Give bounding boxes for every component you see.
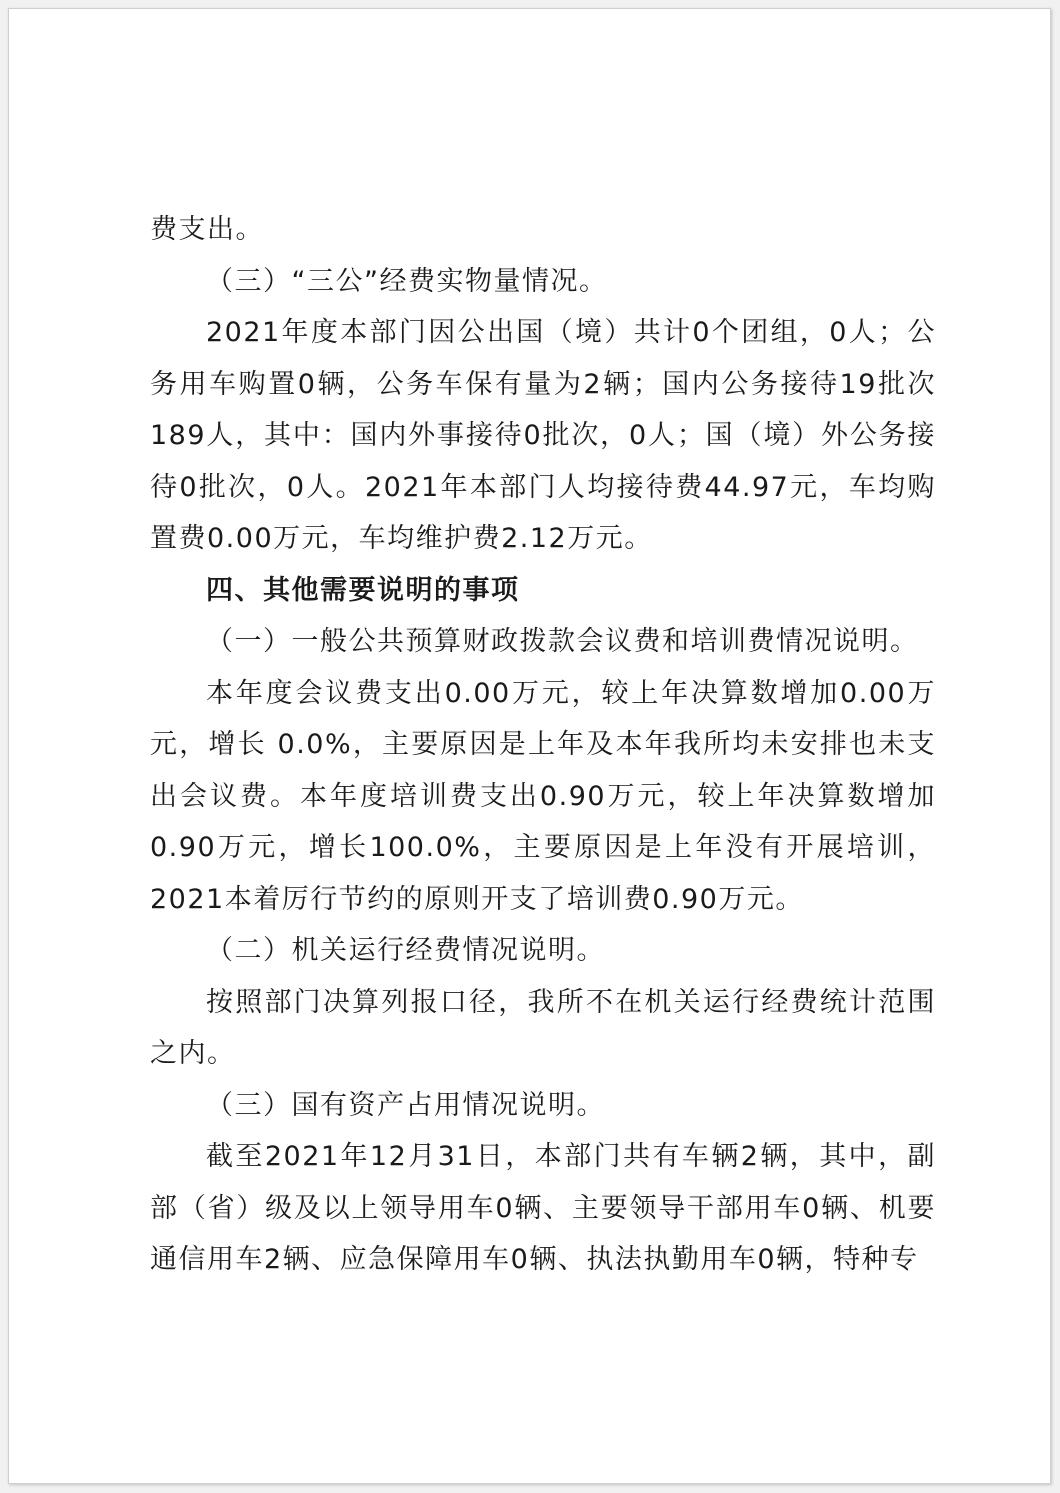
document-page xyxy=(8,8,1051,1484)
subheading-operating-expenses: （二）机关运行经费情况说明。 xyxy=(206,935,605,966)
paragraph-continuation: 费支出。 xyxy=(150,214,264,245)
document-body xyxy=(150,204,936,1286)
paragraph-state-assets: 截至2021年12月31日，本部门共有车辆2辆，其中，副部（省）级及以上领导用车0辆、主要领导干部用车0辆、机要通信用车2辆、应急保障用车0辆、执法执勤用车0辆，特种专 xyxy=(150,1141,936,1275)
section-heading-other-matters: 四、其他需要说明的事项 xyxy=(206,574,520,606)
paragraph-meeting-training: 本年度会议费支出0.00万元，较上年决算数增加0.00万元，增长 0.0%，主要原因是上年及本年我所均未安排也未支出会议费。本年度培训费支出0.90万元，较上年决算数增加0.90万元，增长100.0%，主要原因是上年没有开展培训，2021本着厉行节约的原则开支了培训费0.90万元。 xyxy=(150,677,936,915)
subheading-meeting-training: （一）一般公共预算财政拨款会议费和培训费情况说明。 xyxy=(206,626,919,657)
paragraph-three-public-details: 2021年度本部门因公出国（境）共计0个团组，0人；公务用车购置0辆，公务车保有量为2辆；国内公务接待19批次189人，其中：国内外事接待0批次，0人；国（境）外公务接待0批次，0人。2021年本部门人均接待费44.97元，车均购置费0.00万元，车均维护费2.12万元。 xyxy=(150,317,936,554)
subheading-three-public-quantity: （三）“三公”经费实物量情况。 xyxy=(206,265,608,297)
paragraph-operating-expenses: 按照部门决算列报口径，我所不在机关运行经费统计范围之内。 xyxy=(150,986,936,1069)
subheading-state-assets: （三）国有资产占用情况说明。 xyxy=(206,1089,605,1121)
